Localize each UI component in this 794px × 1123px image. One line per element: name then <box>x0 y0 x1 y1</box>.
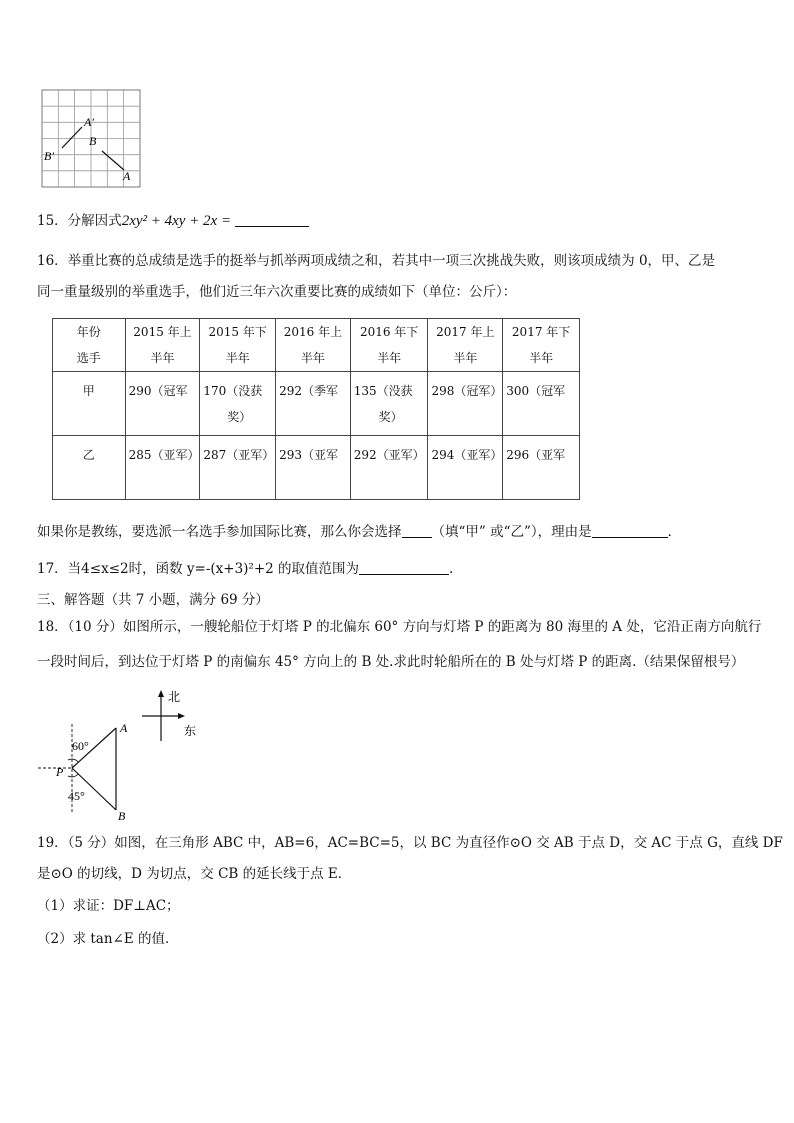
label-p: P <box>56 765 64 779</box>
segment-a-prime-b-prime <box>62 127 82 148</box>
q16-reason-blank[interactable] <box>592 523 668 538</box>
score-cell: 296（亚军 <box>503 436 580 500</box>
score-cell: 290（冠军 <box>125 372 200 436</box>
bearing-figure <box>38 716 148 828</box>
score-cell: 292（亚军） <box>350 436 428 500</box>
q15-text: 15．分解因式 <box>37 213 122 229</box>
score-cell: 300（冠军 <box>503 372 580 436</box>
q18-line-2: 一段时间后，到达位于灯塔 P 的南偏东 45° 方向上的 B 处.求此时轮船所在的 B 处与灯塔 P 的距离.（结果保留根号） <box>37 654 745 670</box>
question-17: 17．当4≤x≤2时，函数 y=-(x+3)²+2 的取值范围为 . <box>37 561 454 577</box>
table-row <box>53 436 580 500</box>
q17-answer-blank[interactable] <box>359 560 449 575</box>
q16-question-text-a: 如果你是教练，要选派一名选手参加国际比赛，那么你会选择 <box>37 524 402 540</box>
q17-text: 17．当4≤x≤2时，函数 y=-(x+3)²+2 的取值范围为 <box>37 561 360 577</box>
header-2016-h2: 2016 年下 半年 <box>350 319 428 372</box>
label-angle-60: 60° <box>72 739 89 753</box>
header-2015-h1: 2015 年上 半年 <box>125 319 200 372</box>
q19-part-1: （1）求证：DF⊥AC； <box>37 898 180 914</box>
q15-expression: 2xy² + 4xy + 2x = <box>121 213 232 229</box>
q15-answer-blank[interactable] <box>235 212 309 227</box>
segment-b-a <box>102 151 124 170</box>
table-row <box>53 372 580 436</box>
q19-line-2: 是⊙O 的切线，D 为切点，交 CB 的延长线于点 E． <box>37 866 352 882</box>
score-cell: 135（没获 奖） <box>350 372 428 436</box>
compass-east-label: 东 <box>184 724 197 738</box>
header-2016-h1: 2016 年上 半年 <box>276 319 351 372</box>
score-cell: 292（季军 <box>276 372 351 436</box>
q18-line-1: 18．（10 分）如图所示，一艘轮船位于灯塔 P 的北偏东 60° 方向与灯塔 P 的距离为 80 海里的 A 处，它沿正南方向航行 <box>37 619 762 635</box>
q16-line-1: 16．举重比赛的总成绩是选手的挺举与抓举两项成绩之和，若其中一项三次挑战失败，则该项成绩为 0，甲、乙是 <box>37 253 716 269</box>
header-2015-h2: 2015 年下 半年 <box>200 319 276 372</box>
q16-question: 如果你是教练，要选派一名选手参加国际比赛，那么你会选择 （填“甲” 或“乙”），理由是 ． <box>37 524 682 540</box>
score-cell: 285（亚军） <box>125 436 200 500</box>
compass-north-label: 北 <box>168 690 181 704</box>
label-b: B <box>89 134 97 148</box>
table-header-row <box>53 319 580 372</box>
label-a: A <box>120 721 128 735</box>
label-a: A <box>123 169 131 183</box>
q19-line-1: 19．（5 分）如图，在三角形 ABC 中，AB=6，AC=BC=5，以 BC 为直径作⊙O 交 AB 于点 D，交 AC 于点 G，直线 DF <box>37 835 783 851</box>
score-cell: 298（冠军） <box>428 372 503 436</box>
q19-part-2: （2）求 tan∠E 的值． <box>37 931 179 947</box>
label-b-prime: B′ <box>44 149 54 163</box>
score-cell: 294（亚军） <box>428 436 503 500</box>
q16-line-2: 同一重量级别的举重选手，他们近三年六次重要比赛的成绩如下（单位：公斤）： <box>37 284 517 300</box>
player-cell: 甲 <box>53 372 126 436</box>
corner-bottom-label: 选手 <box>76 351 101 365</box>
q16-choice-blank[interactable] <box>402 523 432 538</box>
score-cell: 287（亚军） <box>200 436 276 500</box>
table-corner-cell <box>53 319 126 372</box>
score-cell: 170（没获 奖） <box>200 372 276 436</box>
label-a-prime: A′ <box>84 115 94 129</box>
header-2017-h1: 2017 年上 半年 <box>428 319 503 372</box>
player-cell: 乙 <box>53 436 126 500</box>
q16-question-text-b: （填“甲” 或“乙”），理由是 <box>431 524 592 540</box>
label-angle-45: 45° <box>68 789 85 803</box>
label-b: B <box>118 809 126 823</box>
header-2017-h2: 2017 年下 半年 <box>503 319 580 372</box>
corner-top-label: 年份 <box>76 325 101 339</box>
score-table <box>52 318 580 500</box>
section-3-title: 三、解答题（共 7 小题，满分 69 分） <box>37 592 269 608</box>
grid-figure <box>40 88 144 190</box>
score-cell: 293（亚军 <box>276 436 351 500</box>
question-15 <box>37 211 309 231</box>
